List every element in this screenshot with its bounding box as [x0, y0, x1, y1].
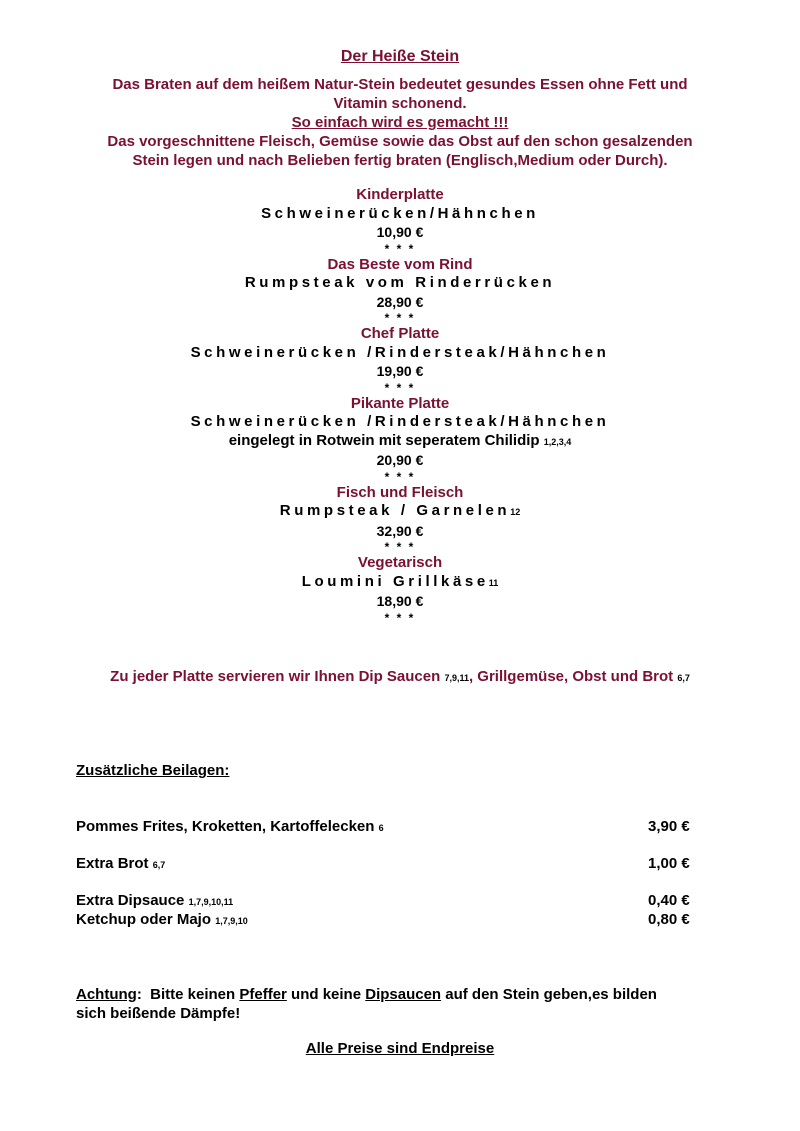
allergen-codes: 6,7 [677, 673, 690, 683]
platter-desc: Rumpsteak / Garnelen [279, 502, 511, 519]
intro-howto: So einfach wird es gemacht !!! [291, 114, 509, 131]
platter-desc: Schweinerücken/Hähnchen [261, 204, 539, 222]
platter-price: 20,90 € [376, 452, 424, 468]
side-price: 1,00 € [648, 855, 690, 872]
warning-line [76, 985, 736, 1004]
side-item [76, 892, 696, 909]
side-label: Pommes Frites, Kroketten, Kartoffelecken [76, 818, 375, 835]
platter-price: 10,90 € [376, 224, 424, 240]
platter-separator: * * * [384, 311, 416, 325]
platter-desc: Schweinerücken /Rindersteak/Hähnchen [190, 343, 610, 361]
platter-list [0, 186, 800, 625]
platter-item [0, 484, 800, 555]
allergen-codes: 11 [488, 577, 499, 588]
platter-item [0, 256, 800, 326]
platter-desc-row [0, 344, 800, 363]
platter-price: 32,90 € [376, 522, 424, 539]
platter-desc-row [0, 502, 800, 522]
serving-text: Zu jeder Platte servieren wir Ihnen Dip Saucen [110, 668, 441, 685]
page-title: Der Heiße Stein [340, 48, 460, 65]
side-price: 3,90 € [648, 818, 690, 835]
side-label: Ketchup oder Majo [76, 911, 212, 928]
allergen-codes: 6 [378, 823, 384, 833]
intro-line: Stein legen und nach Belieben fertig braten (Englisch,Medium oder Durch). [132, 152, 668, 169]
platter-separator: * * * [384, 380, 416, 395]
intro-line: Vitamin schonend. [333, 95, 467, 112]
allergen-codes: 1,7,9,10 [215, 916, 248, 926]
allergen-codes: 7,9,11 [444, 673, 469, 683]
platter-name: Pikante Platte [350, 394, 450, 412]
warning-dipsaucen: Dipsaucen [365, 986, 442, 1003]
allergen-codes: 12 [510, 507, 521, 517]
warning-label: Achtung [76, 986, 137, 1003]
platter-item [0, 554, 800, 625]
platter-separator: * * * [384, 610, 416, 625]
platter-desc: Rumpsteak vom Rinderrücken [244, 274, 556, 291]
warning-text: : Bitte keinen [136, 986, 240, 1003]
allergen-codes: 1,7,9,10,11 [188, 897, 234, 907]
platter-price: 28,90 € [376, 293, 424, 310]
warning-text: und keine [286, 986, 366, 1003]
platter-desc: Schweinerücken /Rindersteak/Hähnchen [190, 413, 610, 430]
side-price: 0,80 € [648, 911, 690, 928]
platter-name: Chef Platte [360, 325, 440, 342]
side-label: Extra Brot [76, 855, 149, 872]
allergen-codes: 1,2,3,4 [543, 436, 572, 447]
sides-heading: Zusätzliche Beilagen: [76, 762, 230, 779]
platter-desc-row [0, 413, 800, 432]
warning-pfeffer: Pfeffer [239, 986, 287, 1003]
allergen-codes: 6,7 [152, 860, 166, 870]
platter-price: 19,90 € [376, 363, 424, 379]
warning-text: auf den Stein geben,es bilden [441, 986, 657, 1003]
side-item [76, 855, 696, 872]
side-item [76, 911, 696, 928]
platter-separator: * * * [384, 540, 416, 554]
platter-note-row [0, 432, 800, 452]
intro-line: Das vorgeschnittene Fleisch, Gemüse sowie das Obst auf den schon gesalzenden [107, 133, 693, 150]
platter-note: eingelegt in Rotwein mit seperatem Chilidip [228, 431, 540, 449]
final-prices-note: Alle Preise sind Endpreise [305, 1040, 495, 1057]
platter-name: Vegetarisch [357, 554, 443, 571]
side-item [76, 818, 696, 835]
warning-note [76, 985, 736, 1023]
intro-text [40, 75, 760, 170]
platter-desc-row [0, 274, 800, 293]
platter-item [0, 325, 800, 395]
platter-name: Kinderplatte [356, 186, 444, 203]
platter-item [0, 395, 800, 484]
intro-line: Das Braten auf dem heißem Natur-Stein bedeutet gesundes Essen ohne Fett und [112, 76, 688, 93]
platter-separator: * * * [384, 241, 416, 256]
platter-desc: Loumini Grillkäse [301, 572, 489, 590]
platter-desc-row [0, 205, 800, 224]
platter-separator: * * * [384, 469, 416, 484]
platter-name: Das Beste vom Rind [327, 255, 473, 273]
serving-note [0, 668, 800, 685]
platter-name: Fisch und Fleisch [336, 483, 464, 501]
platter-desc-row [0, 573, 800, 593]
serving-text: , Grillgemüse, Obst und Brot [468, 668, 674, 685]
platter-item [0, 186, 800, 256]
side-label: Extra Dipsauce [76, 892, 185, 909]
side-price: 0,40 € [648, 892, 690, 909]
platter-price: 18,90 € [376, 593, 424, 609]
warning-line: sich beißende Dämpfe! [76, 1005, 241, 1022]
